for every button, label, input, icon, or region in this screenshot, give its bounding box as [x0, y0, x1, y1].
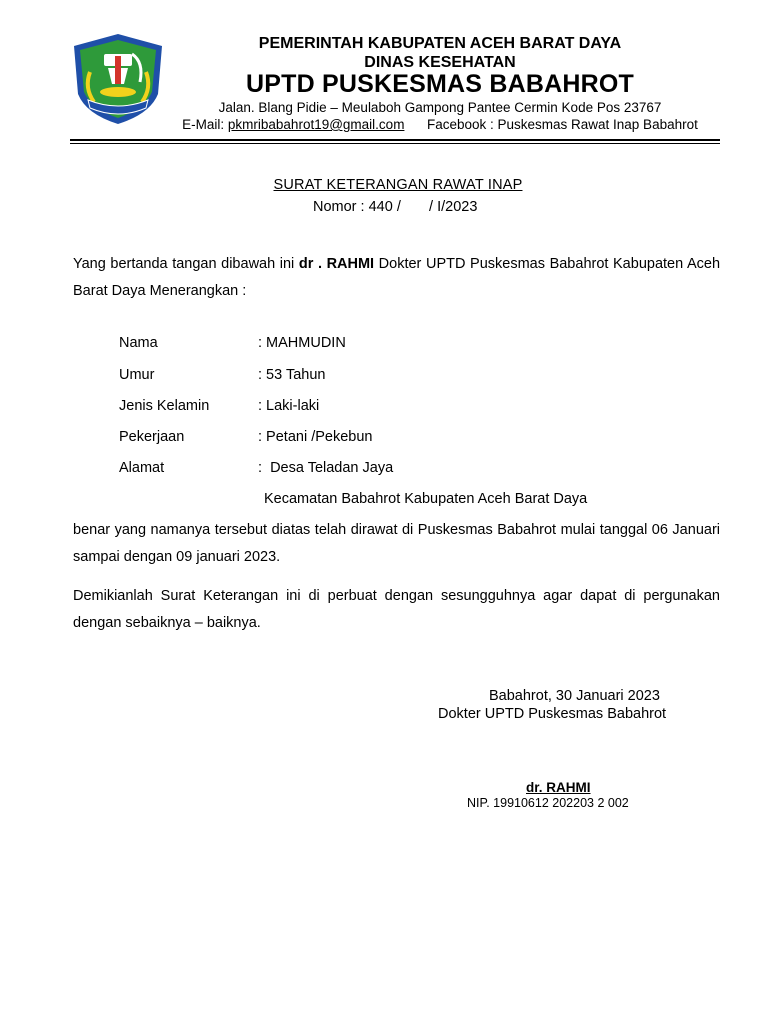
letter-number: Nomor : 440 / / I/2023	[313, 199, 478, 215]
header-rule-thin	[70, 143, 720, 144]
field-label-umur: Umur	[119, 367, 155, 383]
letterhead-contact	[140, 117, 740, 132]
letterhead-government: PEMERINTAH KABUPATEN ACEH BARAT DAYA	[258, 35, 622, 52]
intro-paragraph	[73, 251, 720, 305]
body-paragraph: benar yang namanya tersebut diatas telah dirawat di Puskesmas Babahrot mulai tanggal 06 Januari sampai dengan 09 januari 2023.	[73, 522, 720, 565]
email-link[interactable]: pkmribabahrot19@gmail.com	[227, 117, 405, 132]
facebook-text: Facebook : Puskesmas Rawat Inap Babahrot	[426, 117, 698, 132]
signature-position: Dokter UPTD Puskesmas Babahrot	[438, 706, 667, 722]
letter-title: SURAT KETERANGAN RAWAT INAP	[273, 177, 523, 193]
field-value-pekerjaan: : Petani /Pekebun	[258, 429, 373, 445]
field-value-umur: : 53 Tahun	[258, 367, 326, 383]
field-value-nama: : MAHMUDIN	[258, 335, 346, 351]
letterhead-address: Jalan. Blang Pidie – Meulaboh Gampong Pantee Cermin Kode Pos 23767	[218, 100, 662, 115]
field-label-pekerjaan: Pekerjaan	[119, 429, 185, 445]
letterhead-department: DINAS KESEHATAN	[364, 54, 516, 71]
header-rule-thick	[70, 139, 720, 141]
field-label-alamat: Alamat	[119, 460, 165, 476]
intro-text: Yang bertanda tangan dibawah ini	[73, 256, 299, 272]
signature-place-date: Babahrot, 30 Januari 2023	[489, 688, 660, 704]
field-label-nama: Nama	[119, 335, 158, 351]
closing-paragraph: Demikianlah Surat Keterangan ini di perbuat dengan sesungguhnya agar dapat di pergunakan dengan sebaiknya – baiknya.	[73, 588, 720, 631]
intro-doctor-name: dr . RAHMI	[298, 256, 375, 272]
email-label: E-Mail:	[182, 117, 228, 132]
letterhead-institution: UPTD PUSKESMAS BABAHROT	[246, 70, 634, 98]
field-value-alamat: : Desa Teladan Jaya	[258, 460, 394, 476]
field-label-jenis-kelamin: Jenis Kelamin	[119, 398, 210, 414]
signature-name: dr. RAHMI	[526, 780, 591, 795]
intro-text-rest: Dokter UPTD Puskesmas Babahrot Kabupaten Aceh Barat Daya Menerangkan :	[73, 256, 721, 299]
field-value-alamat-line2: Kecamatan Babahrot Kabupaten Aceh Barat Daya	[264, 491, 588, 507]
field-value-jenis-kelamin: : Laki-laki	[258, 398, 320, 414]
signature-nip: NIP. 19910612 202203 2 002	[467, 796, 629, 810]
